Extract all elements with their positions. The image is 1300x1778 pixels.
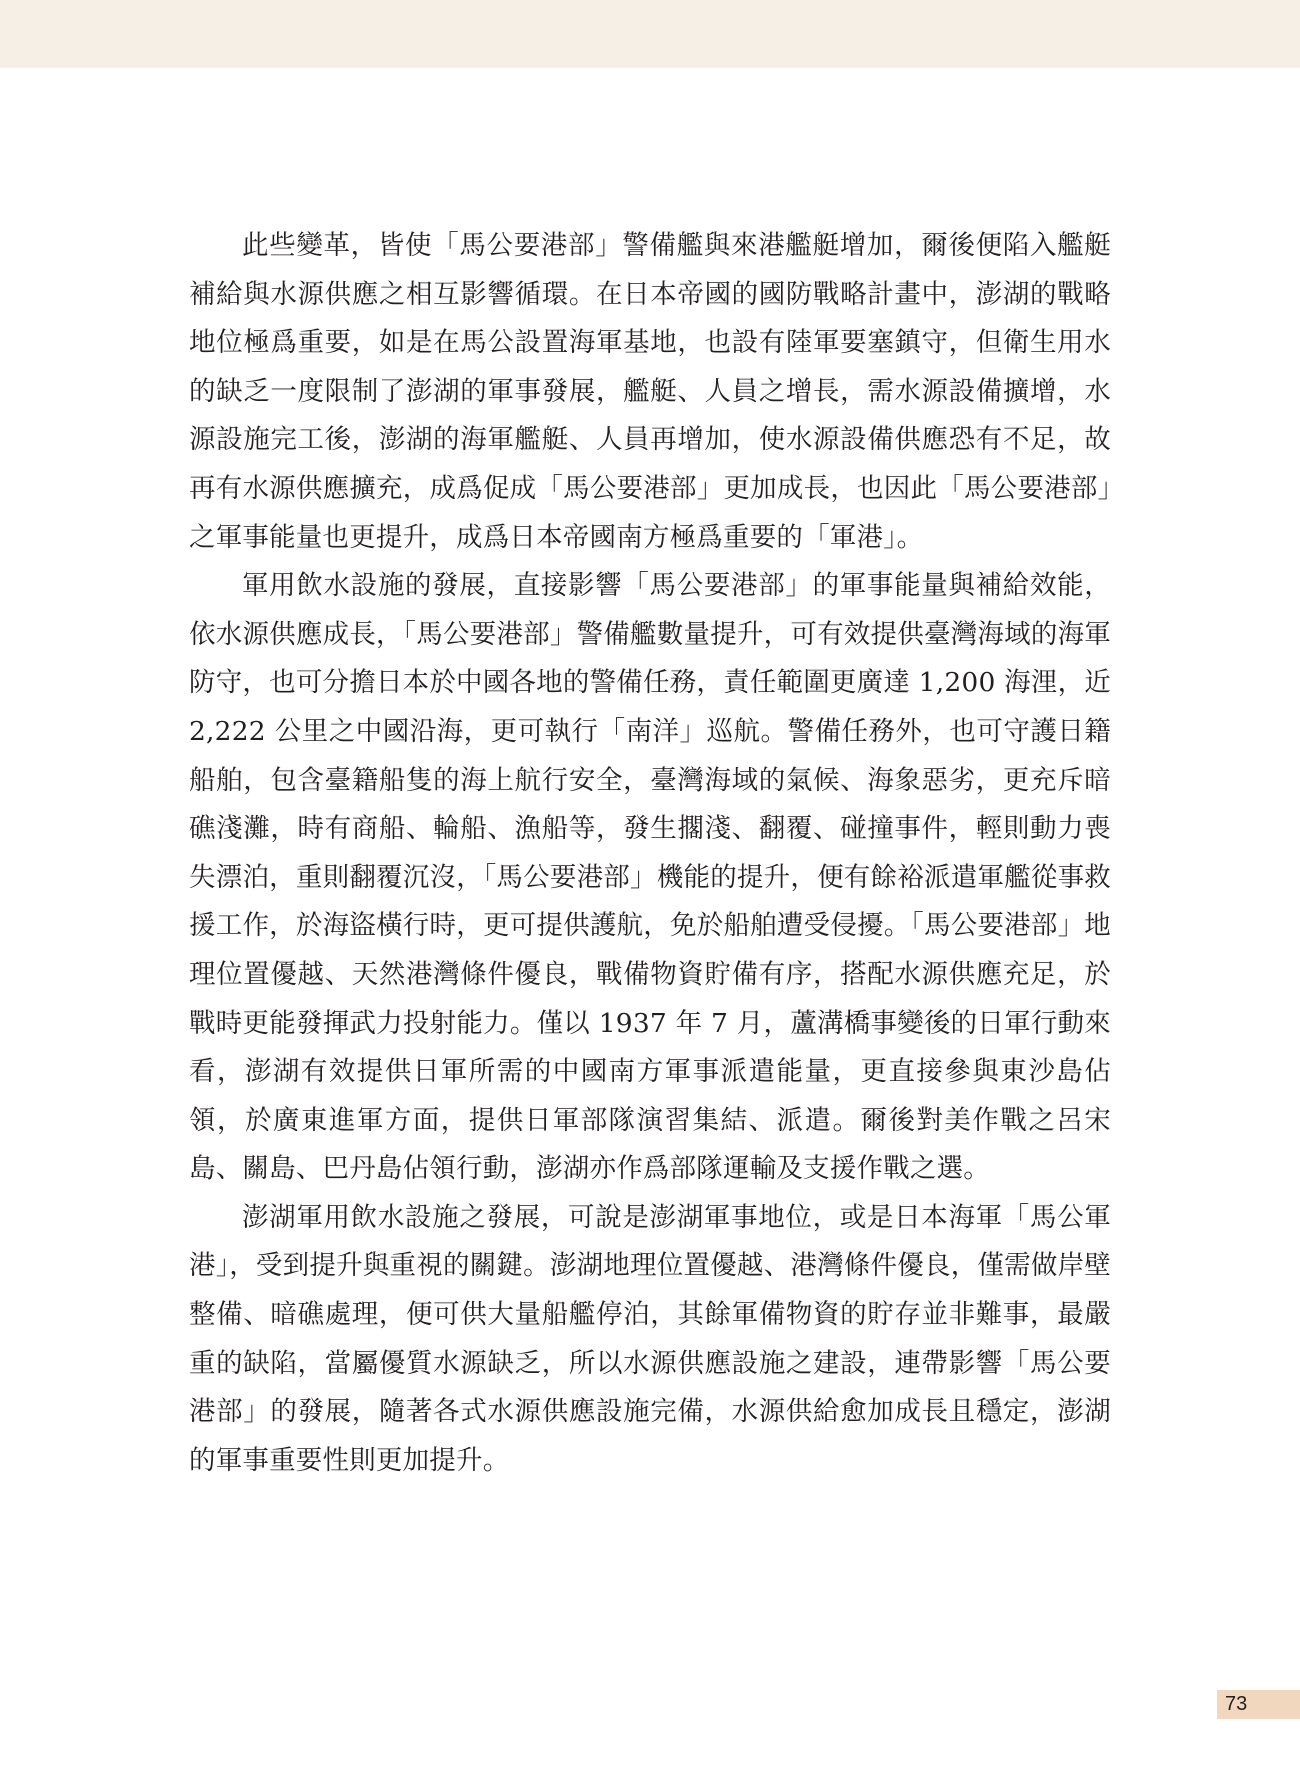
body-text (189, 222, 1111, 1485)
paragraph-2: 軍用飲水設施的發展，直接影響「馬公要港部」的軍事能量與補給效能，依水源供應成長，「馬公要港部」警備艦數量提升，可有效提供臺灣海域的海軍防守，也可分擔日本於中國各地的警備任務，責任範圍更廣達 1,200 海浬，近 2,222 公里之中國沿海，更可執行「南洋」巡航。警備任務外，也可守護日籍船舶，包含臺籍船隻的海上航行安全，臺灣海域的氣候、海象惡劣，更充斥暗礁淺灘，時有商船、輪船、漁船等，發生擱淺、翻覆、碰撞事件，輕則動力喪失漂泊，重則翻覆沉沒，「馬公要港部」機能的提升，便有餘裕派遣軍艦從事救援工作，於海盜橫行時，更可提供護航，免於船舶遭受侵擾。「馬公要港部」地理位置優越、天然港灣條件優良，戰備物資貯備有序，搭配水源供應充足，於戰時更能發揮武力投射能力。僅以 1937 年 7 月，蘆溝橋事變後的日軍行動來看，澎湖有效提供日軍所需的中國南方軍事派遣能量，更直接參與東沙島佔領，於廣東進軍方面，提供日軍部隊演習集結、派遣。爾後對美作戰之呂宋島、關島、巴丹島佔領行動，澎湖亦作爲部隊運輸及支援作戰之選。 (189, 570, 1111, 1185)
paragraph-1: 此些變革，皆使「馬公要港部」警備艦與來港艦艇增加，爾後便陷入艦艇補給與水源供應之相互影響循環。在日本帝國的國防戰略計畫中，澎湖的戰略地位極爲重要，如是在馬公設置海軍基地，也設有陸軍要塞鎮守，但衛生用水的缺乏一度限制了澎湖的軍事發展，艦艇、人員之增長，需水源設備擴增，水源設施完工後，澎湖的海軍艦艇、人員再增加，使水源設備供應恐有不足，故再有水源供應擴充，成爲促成「馬公要港部」更加成長，也因此「馬公要港部」之軍事能量也更提升，成爲日本帝國南方極爲重要的「軍港」。 (189, 230, 1111, 553)
header-band (0, 0, 1300, 68)
page-number: 73 (1217, 1690, 1300, 1719)
paragraph-3: 澎湖軍用飲水設施之發展，可說是澎湖軍事地位，或是日本海軍「馬公軍港」，受到提升與重視的關鍵。澎湖地理位置優越、港灣條件優良，僅需做岸壁整備、暗礁處理，便可供大量船艦停泊，其餘軍備物資的貯存並非難事，最嚴重的缺陷，當屬優質水源缺乏，所以水源供應設施之建設，連帶影響「馬公要港部」的發展，隨著各式水源供應設施完備，水源供給愈加成長且穩定，澎湖的軍事重要性則更加提升。 (189, 1201, 1111, 1476)
